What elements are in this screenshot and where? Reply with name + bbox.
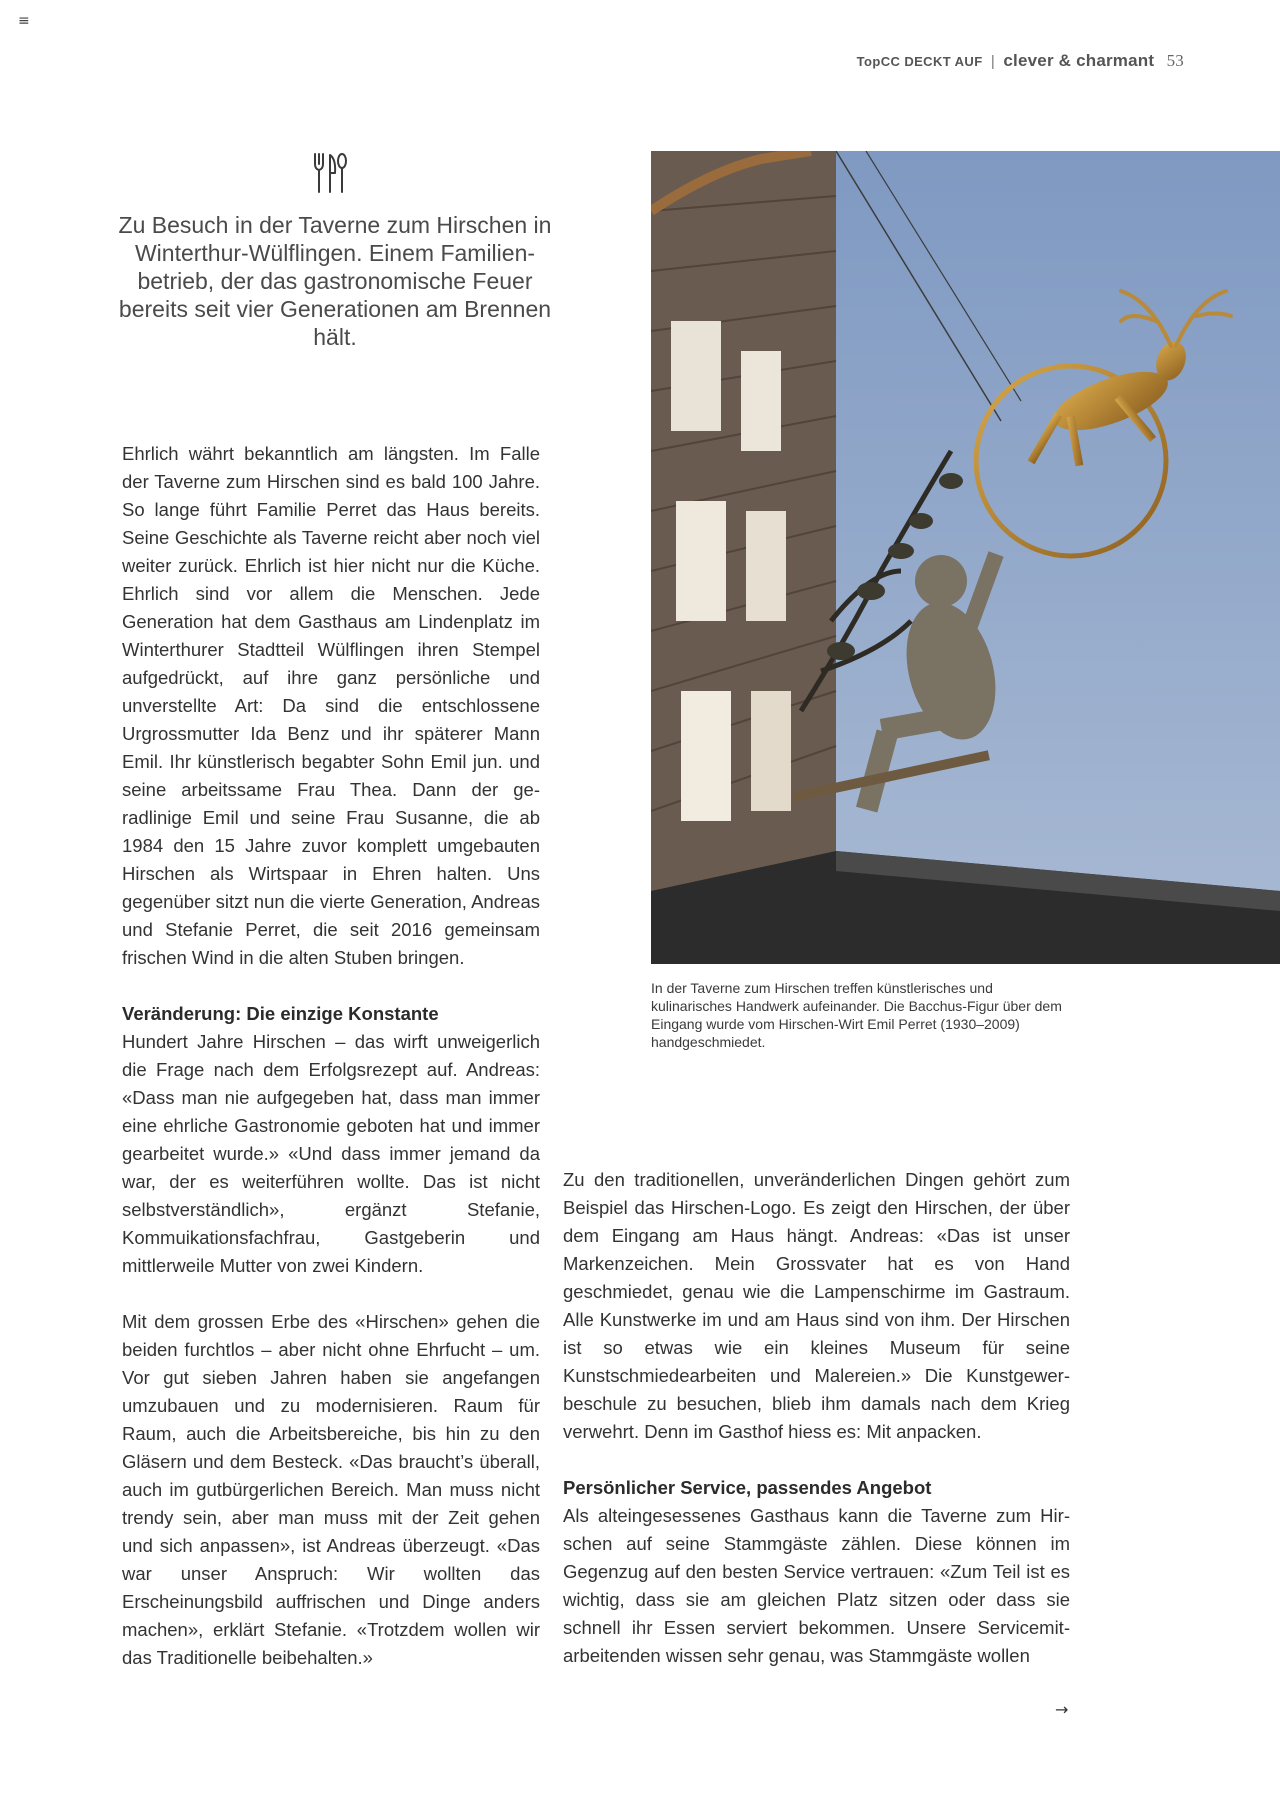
article-column-left (122, 440, 540, 1672)
article-paragraph: Mit dem grossen Erbe des «Hirschen» gehen die beiden furchtlos – aber nicht ohne Ehrfucht – um. Vor gut sieben Jahren haben sie angefangen umzubauen und zu modernisieren. Raum für Raum, auch die Arbeitsbereiche, bis hin zu den Gläsern und dem Besteck. «Das braucht’s überall, auch im gutbürgerlichen Bereich. Man muss nicht trendy sein, aber man muss mit der Zeit gehen und sich anpassen», ist Andreas überzeugt. «Das war unser Anspruch: Wir wollten das Erscheinungsbild auffrischen und Dinge anders machen», erklärt Stefanie. «Trotzdem wollen wir das Traditionelle beibehalten.» (122, 1311, 540, 1668)
header-separator: | (990, 53, 996, 70)
page-number: 53 (1166, 51, 1184, 70)
article-paragraph: Zu den traditionellen, unveränderlichen Dingen gehört zum Beispiel das Hirschen-Logo. Es zeigt den Hirschen, der über dem Eingang am Haus hängt. Andreas: «Das ist unser Markenzeichen. Mein Grossvater hat es von Hand geschmiedet, genau wie die Lampenschirme im Gastraum. Alle Kunstwerke im und am Haus sind von ihm. Der Hirschen ist so etwas wie ein kleines Museum für seine Kunstschmiedearbeiten und Malereien.» Die Kunstgewerbeschule zu besuchen, blieb ihm damals nach dem Krieg verwehrt. Denn im Gasthof hiess es: Mit anpacken. (563, 1169, 1070, 1442)
section-title: clever & charmant (1003, 51, 1155, 70)
article-paragraph: Als alteingesessenes Gasthaus kann die Taverne zum Hirschen auf seine Stammgäste zählen. Diese können im Gegenzug auf den besten Service vertrauen: «Zum Teil ist es wichtig, dass sie am gleichen Platz sitzen oder dass sie schnell ihr Essen serviert bekommen. Unsere Servicemitarbeitenden wissen sehr genau, was Stammgäste wollen (563, 1505, 1070, 1666)
subheading-service: Persönlicher Service, passendes Angebot (563, 1477, 932, 1498)
subheading-veraenderung: Veränderung: Die einzige Konstante (122, 1003, 439, 1024)
article-column-right (563, 1166, 1070, 1670)
running-header (857, 51, 1184, 71)
magazine-kicker: TopCC DECKT AUF (856, 54, 983, 69)
photo-caption: In der Taverne zum Hirschen treffen künstlerisches und kulinarisches Handwerk aufeinander. Die Bacchus-Figur über dem Eingang wurde vom Hirschen-Wirt Emil Perret (1930–2009) handgeschmiedet. (651, 980, 1062, 1050)
tavern-sign-photo (651, 151, 1280, 964)
lead-text: Zu Besuch in der Taverne zum Hirschen in Winterthur-Wülflingen. Einem Familien-betrieb, der das gastronomische Feuer bereits seit vier Generationen am Brennen hält. (118, 212, 552, 350)
photo-illustration (651, 151, 1280, 964)
article-paragraph: Hundert Jahre Hirschen – das wirft unweigerlich die Frage nach dem Erfolgsrezept auf. Andreas: «Dass man nie aufgegeben hat, dass man immer eine ehrliche Gastronomie geboten hat und immer gearbeitet wurde.» «Und dass immer jemand da war, der es weiterführen wollte. Das ist nicht selbstverständlich», ergänzt Stefanie, Kommuikationsfachfrau, Gastgeberin und mittlerweile Mutter von zwei Kindern. (122, 1031, 540, 1276)
arrow-right-icon[interactable]: → (1055, 1700, 1069, 1719)
article-paragraph: Ehrlich währt bekanntlich am längsten. Im Falle der Taverne zum Hirschen sind es bald 100 Jahre. So lange führt Familie Perret das Haus bereits. Seine Geschichte als Taverne reicht aber noch viel weiter zurück. Ehrlich ist hier nicht nur die Küche. Ehrlich sind vor allem die Menschen. Jede Generation hat dem Gasthaus am Lindenplatz im Winterthurer Stadtteil Wülflingen ihren Stempel aufgedrückt, auf ihre ganz persönliche und unverstellte Art: Da sind die entschlossene Urgrossmutter Ida Benz und ihr späterer Mann Emil. Ihr künstlerisch begabter Sohn Emil jun. und seine arbeitssame Frau Thea. Dann der geradlinige Emil und seine Frau Susanne, die ab 1984 den 15 Jahre zuvor komplett umgebauten Hirschen als Wirtspaar in Ehren halten. Uns gegenüber sitzt nun die vierte Generation, Andreas und Stefanie Perret, die seit 2016 gemeinsam frischen Wind in die alten Stuben bringen. (122, 443, 540, 968)
menu-icon[interactable]: ≡ (18, 13, 30, 29)
cutlery-icon (309, 151, 349, 195)
